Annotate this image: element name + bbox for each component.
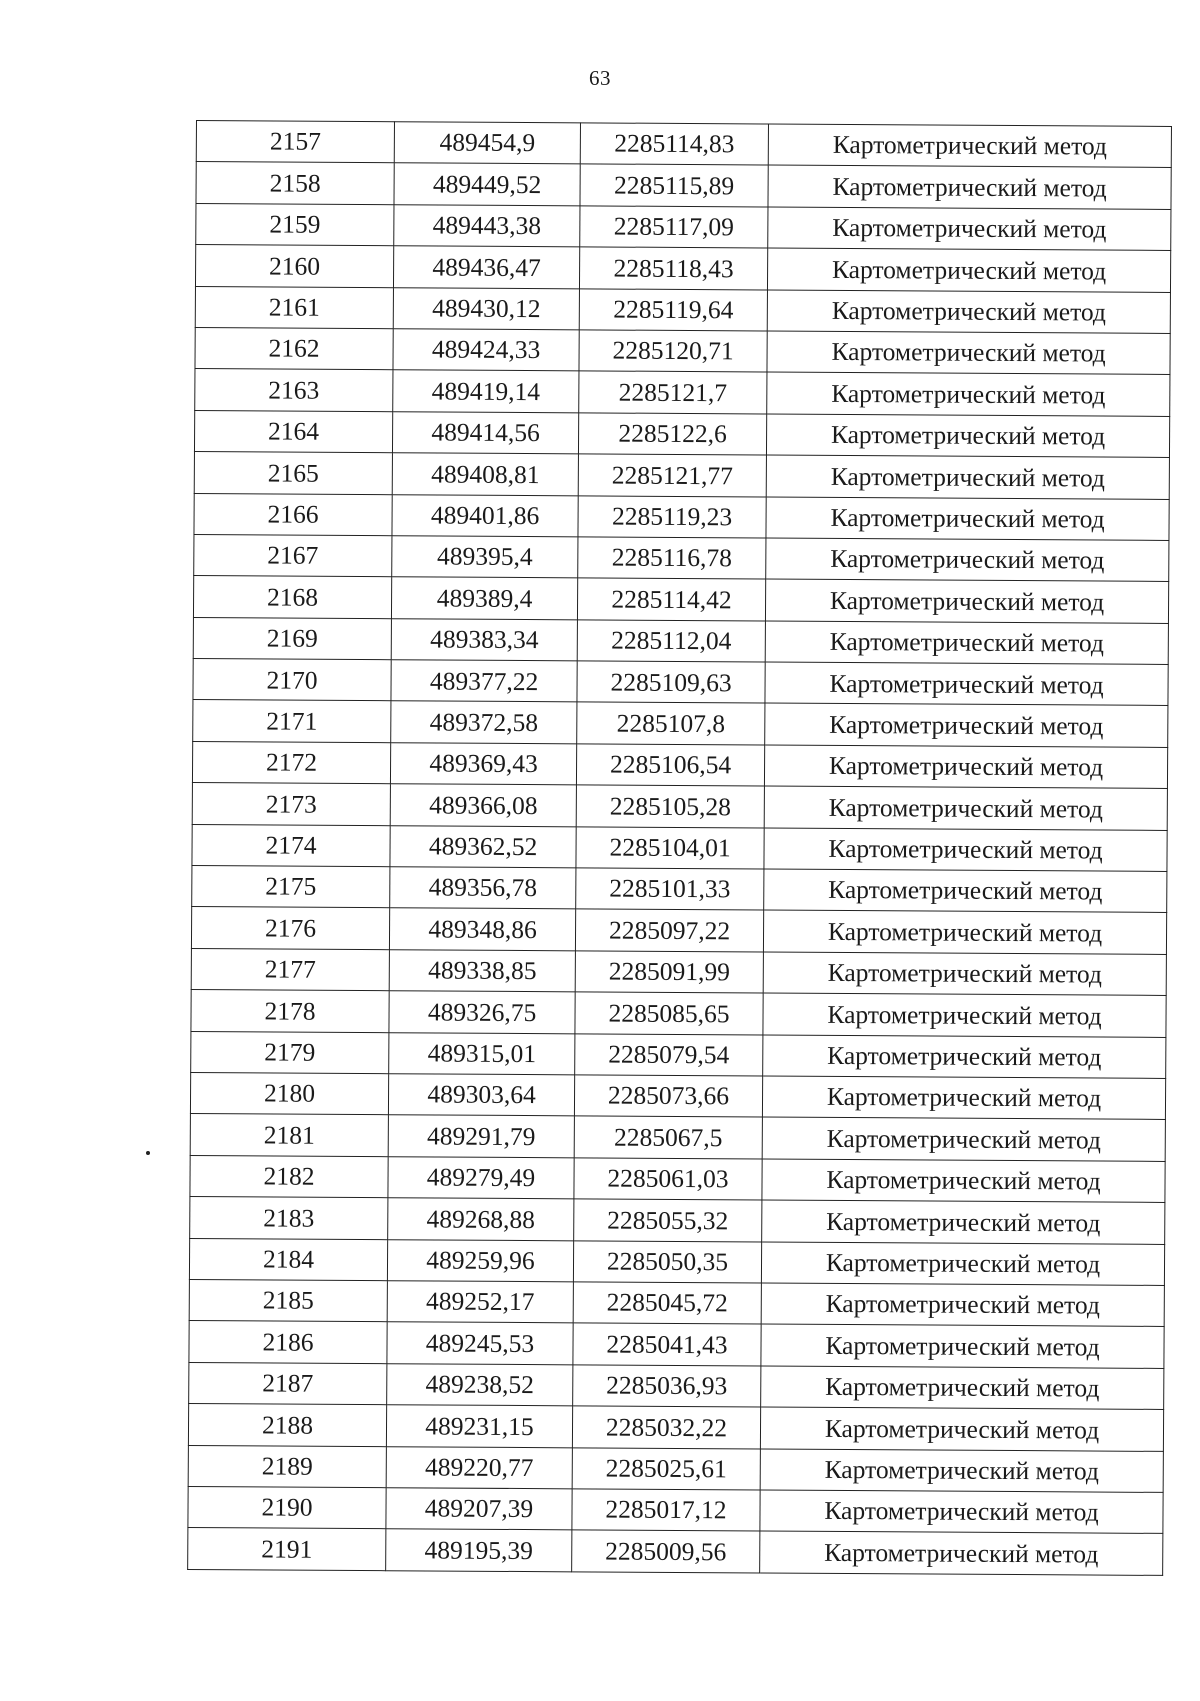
y-coordinate-cell: 2285121,7	[579, 371, 767, 414]
y-coordinate-cell: 2285115,89	[580, 164, 768, 207]
table-row	[195, 327, 1170, 374]
point-number-cell: 2172	[192, 741, 390, 784]
point-number-cell: 2184	[189, 1238, 387, 1281]
y-coordinate-cell: 2285050,35	[573, 1240, 761, 1283]
method-cell: Картометрический метод	[766, 538, 1169, 582]
method-cell: Картометрический метод	[762, 1200, 1165, 1244]
coordinates-table-body	[188, 121, 1172, 1576]
table-row	[191, 907, 1166, 954]
y-coordinate-cell: 2285107,8	[577, 702, 765, 745]
x-coordinate-cell: 489395,4	[392, 536, 578, 579]
point-number-cell: 2157	[196, 121, 394, 164]
table-row	[189, 1238, 1164, 1285]
y-coordinate-cell: 2285073,66	[574, 1075, 762, 1118]
method-cell: Картометрический метод	[761, 1283, 1164, 1327]
table-row	[190, 1155, 1165, 1202]
method-cell: Картометрический метод	[763, 1035, 1166, 1079]
y-coordinate-cell: 2285114,83	[580, 123, 768, 166]
method-cell: Картометрический метод	[762, 1076, 1165, 1120]
y-coordinate-cell: 2285112,04	[577, 620, 765, 663]
table-row	[191, 1031, 1166, 1078]
table-row	[193, 700, 1168, 747]
x-coordinate-cell: 489383,34	[391, 618, 577, 661]
method-cell: Картометрический метод	[767, 248, 1170, 292]
x-coordinate-cell: 489449,52	[394, 163, 580, 206]
y-coordinate-cell: 2285117,09	[580, 206, 768, 249]
y-coordinate-cell: 2285121,77	[578, 454, 766, 497]
point-number-cell: 2160	[195, 245, 393, 288]
point-number-cell: 2158	[196, 162, 394, 205]
method-cell: Картометрический метод	[761, 1366, 1164, 1410]
y-coordinate-cell: 2285079,54	[575, 1033, 763, 1076]
point-number-cell: 2190	[188, 1486, 386, 1529]
y-coordinate-cell: 2285085,65	[575, 992, 763, 1035]
x-coordinate-cell: 489268,88	[388, 1198, 574, 1241]
method-cell: Картометрический метод	[763, 993, 1166, 1037]
method-cell: Картометрический метод	[766, 414, 1169, 458]
point-number-cell: 2166	[194, 493, 392, 536]
method-cell: Картометрический метод	[765, 579, 1168, 623]
method-cell: Картометрический метод	[766, 455, 1169, 499]
method-cell: Картометрический метод	[764, 828, 1167, 872]
table-row	[196, 203, 1171, 250]
y-coordinate-cell: 2285091,99	[575, 951, 763, 994]
method-cell: Картометрический метод	[760, 1531, 1163, 1575]
point-number-cell: 2168	[193, 576, 391, 619]
point-number-cell: 2186	[189, 1321, 387, 1364]
method-cell: Картометрический метод	[768, 165, 1171, 209]
point-number-cell: 2165	[194, 452, 392, 495]
coordinates-table-wrapper	[187, 120, 1171, 1576]
y-coordinate-cell: 2285097,22	[575, 909, 763, 952]
method-cell: Картометрический метод	[761, 1242, 1164, 1286]
x-coordinate-cell: 489377,22	[391, 660, 577, 703]
x-coordinate-cell: 489303,64	[388, 1074, 574, 1117]
method-cell: Картометрический метод	[764, 869, 1167, 913]
scan-speck	[146, 1151, 150, 1155]
x-coordinate-cell: 489315,01	[389, 1032, 575, 1075]
x-coordinate-cell: 489430,12	[393, 287, 579, 330]
y-coordinate-cell: 2285061,03	[574, 1158, 762, 1201]
x-coordinate-cell: 489220,77	[386, 1446, 572, 1489]
method-cell: Картометрический метод	[767, 290, 1170, 334]
method-cell: Картометрический метод	[767, 331, 1170, 375]
y-coordinate-cell: 2285119,64	[579, 288, 767, 331]
y-coordinate-cell: 2285025,61	[572, 1447, 760, 1490]
y-coordinate-cell: 2285017,12	[572, 1489, 760, 1532]
table-row	[188, 1445, 1163, 1492]
point-number-cell: 2170	[193, 659, 391, 702]
point-number-cell: 2169	[193, 617, 391, 660]
point-number-cell: 2189	[188, 1445, 386, 1488]
point-number-cell: 2185	[189, 1279, 387, 1322]
point-number-cell: 2174	[192, 824, 390, 867]
y-coordinate-cell: 2285106,54	[576, 744, 764, 787]
x-coordinate-cell: 489207,39	[386, 1488, 572, 1531]
x-coordinate-cell: 489414,56	[392, 411, 578, 454]
method-cell: Картометрический метод	[767, 372, 1170, 416]
x-coordinate-cell: 489326,75	[389, 991, 575, 1034]
method-cell: Картометрический метод	[765, 621, 1168, 665]
table-row	[193, 576, 1168, 623]
x-coordinate-cell: 489389,4	[391, 577, 577, 620]
point-number-cell: 2177	[191, 948, 389, 991]
x-coordinate-cell: 489366,08	[390, 784, 576, 827]
table-row	[193, 659, 1168, 706]
y-coordinate-cell: 2285055,32	[574, 1199, 762, 1242]
x-coordinate-cell: 489424,33	[393, 329, 579, 372]
x-coordinate-cell: 489195,39	[386, 1529, 572, 1572]
point-number-cell: 2176	[191, 907, 389, 950]
x-coordinate-cell: 489231,15	[386, 1405, 572, 1448]
y-coordinate-cell: 2285067,5	[574, 1116, 762, 1159]
x-coordinate-cell: 489238,52	[387, 1363, 573, 1406]
point-number-cell: 2183	[190, 1197, 388, 1240]
y-coordinate-cell: 2285101,33	[576, 868, 764, 911]
point-number-cell: 2164	[194, 410, 392, 453]
table-row	[191, 990, 1166, 1037]
table-row	[189, 1279, 1164, 1326]
y-coordinate-cell: 2285118,43	[579, 247, 767, 290]
y-coordinate-cell: 2285105,28	[576, 785, 764, 828]
method-cell: Картометрический метод	[764, 786, 1167, 830]
method-cell: Картометрический метод	[766, 497, 1169, 541]
x-coordinate-cell: 489436,47	[393, 246, 579, 289]
x-coordinate-cell: 489419,14	[393, 370, 579, 413]
point-number-cell: 2175	[192, 866, 390, 909]
x-coordinate-cell: 489338,85	[389, 950, 575, 993]
x-coordinate-cell: 489443,38	[394, 204, 580, 247]
table-row	[195, 286, 1170, 333]
y-coordinate-cell: 2285116,78	[578, 537, 766, 580]
method-cell: Картометрический метод	[768, 124, 1171, 168]
table-row	[191, 948, 1166, 995]
point-number-cell: 2191	[188, 1528, 386, 1571]
table-row	[195, 245, 1170, 292]
table-row	[190, 1114, 1165, 1161]
point-number-cell: 2180	[190, 1072, 388, 1115]
y-coordinate-cell: 2285120,71	[579, 330, 767, 373]
point-number-cell: 2188	[188, 1404, 386, 1447]
table-row	[189, 1321, 1164, 1368]
point-number-cell: 2161	[195, 286, 393, 329]
table-row	[188, 1528, 1163, 1575]
table-row	[192, 741, 1167, 788]
x-coordinate-cell: 489408,81	[392, 453, 578, 496]
coordinates-table	[187, 120, 1172, 1576]
point-number-cell: 2167	[194, 534, 392, 577]
point-number-cell: 2162	[195, 327, 393, 370]
table-row	[190, 1197, 1165, 1244]
table-row	[192, 866, 1167, 913]
method-cell: Картометрический метод	[768, 207, 1171, 251]
method-cell: Картометрический метод	[765, 703, 1168, 747]
x-coordinate-cell: 489245,53	[387, 1322, 573, 1365]
point-number-cell: 2187	[189, 1362, 387, 1405]
page-number: 63	[589, 66, 611, 90]
table-row	[194, 452, 1169, 499]
y-coordinate-cell: 2285045,72	[573, 1282, 761, 1325]
method-cell: Картометрический метод	[761, 1324, 1164, 1368]
y-coordinate-cell: 2285122,6	[578, 413, 766, 456]
y-coordinate-cell: 2285104,01	[576, 826, 764, 869]
table-row	[193, 617, 1168, 664]
x-coordinate-cell: 489454,9	[394, 122, 580, 165]
x-coordinate-cell: 489348,86	[389, 908, 575, 951]
table-row	[195, 369, 1170, 416]
method-cell: Картометрический метод	[760, 1448, 1163, 1492]
table-row	[189, 1362, 1164, 1409]
x-coordinate-cell: 489369,43	[390, 743, 576, 786]
x-coordinate-cell: 489401,86	[392, 494, 578, 537]
x-coordinate-cell: 489362,52	[390, 825, 576, 868]
table-row	[190, 1072, 1165, 1119]
x-coordinate-cell: 489291,79	[388, 1115, 574, 1158]
point-number-cell: 2159	[196, 203, 394, 246]
table-row	[192, 783, 1167, 830]
x-coordinate-cell: 489356,78	[390, 867, 576, 910]
x-coordinate-cell: 489372,58	[391, 701, 577, 744]
x-coordinate-cell: 489259,96	[387, 1239, 573, 1282]
point-number-cell: 2182	[190, 1155, 388, 1198]
y-coordinate-cell: 2285032,22	[572, 1406, 760, 1449]
y-coordinate-cell: 2285109,63	[577, 661, 765, 704]
table-row	[188, 1486, 1163, 1533]
method-cell: Картометрический метод	[762, 1117, 1165, 1161]
method-cell: Картометрический метод	[765, 662, 1168, 706]
point-number-cell: 2178	[191, 990, 389, 1033]
method-cell: Картометрический метод	[762, 1159, 1165, 1203]
y-coordinate-cell: 2285114,42	[577, 578, 765, 621]
x-coordinate-cell: 489279,49	[388, 1156, 574, 1199]
table-row	[194, 493, 1169, 540]
table-row	[196, 162, 1171, 209]
method-cell: Картометрический метод	[763, 952, 1166, 996]
method-cell: Картометрический метод	[764, 745, 1167, 789]
table-row	[194, 534, 1169, 581]
y-coordinate-cell: 2285009,56	[572, 1530, 760, 1573]
point-number-cell: 2179	[191, 1031, 389, 1074]
table-row	[194, 410, 1169, 457]
y-coordinate-cell: 2285036,93	[573, 1365, 761, 1408]
method-cell: Картометрический метод	[763, 910, 1166, 954]
table-row	[188, 1404, 1163, 1451]
y-coordinate-cell: 2285119,23	[578, 495, 766, 538]
point-number-cell: 2181	[190, 1114, 388, 1157]
method-cell: Картометрический метод	[760, 1407, 1163, 1451]
point-number-cell: 2163	[195, 369, 393, 412]
table-row	[192, 824, 1167, 871]
method-cell: Картометрический метод	[760, 1490, 1163, 1534]
y-coordinate-cell: 2285041,43	[573, 1323, 761, 1366]
table-row	[196, 121, 1171, 168]
point-number-cell: 2171	[193, 700, 391, 743]
x-coordinate-cell: 489252,17	[387, 1281, 573, 1324]
point-number-cell: 2173	[192, 783, 390, 826]
